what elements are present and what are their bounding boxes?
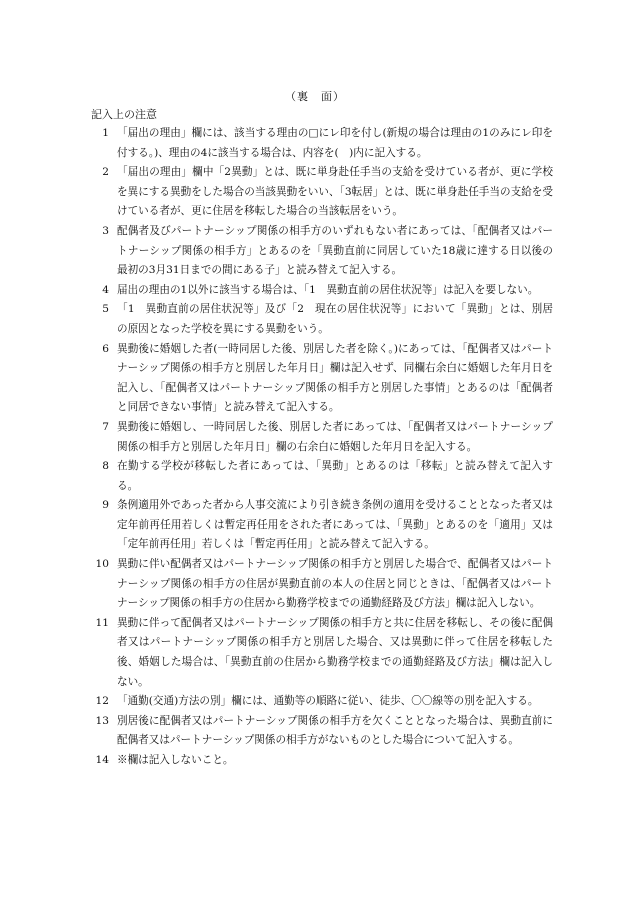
note-text: 異動に伴って配偶者又はパートナーシップ関係の相手方と共に住居を移転し、その後に配偶者又はパートナーシップ関係の相手方と別居した場合、又は異動に伴って住居を移転した後、婚姻した場合は、「異動直前の住居から勤務学校までの通勤経路及び方法」欄は記入しない。: [117, 616, 553, 688]
notes-list: [91, 124, 553, 771]
note-item: [91, 457, 553, 496]
note-text: 届出の理由の1以外に該当する場合は、「1 異動直前の居住状況等」は記入を要しない。: [117, 283, 539, 296]
note-text: 配偶者及びパートナーシップ関係の相手方のいずれもない者にあっては、「配偶者又はパートナーシップ関係の相手方」とあるのを「異動直前に同居していた18歳に達する日以後の最初の3月31日までの間にある子」と読み替えて記入する。: [117, 224, 553, 277]
note-number: 2: [102, 166, 109, 179]
note-item: [91, 300, 553, 339]
note-number: 14: [95, 754, 109, 766]
page-side-title: （裏 面）: [285, 90, 345, 103]
note-number: 1: [102, 127, 109, 139]
note-number: 12: [95, 695, 109, 708]
note-item: [91, 751, 553, 771]
note-text: 「届出の理由」欄中「2異動」とは、既に単身赴任手当の支給を受けている者が、更に学校を異にする異動をした場合の当該異動をいい、「3転居」とは、既に単身赴任手当の支給を受けている者が、更に住居を移転した場合の当該転居をいう。: [117, 166, 553, 218]
note-number: 7: [102, 420, 109, 433]
note-text: 異動後に婚姻した者(一時同居した後、別居した者を除く。)にあっては、「配偶者又はパートナーシップ関係の相手方と別居した年月日」欄は記入せず、同欄右余白に婚姻した年月日を記入し、「配偶者又はパートナーシップ関係の相手方と別居した事情」とあるのは「配偶者と同居できない事情」と読み替えて記入する。: [117, 342, 553, 414]
section-heading: 記入上の注意: [91, 108, 157, 121]
note-text: ※欄は記入しないこと。: [117, 754, 234, 766]
note-number: 13: [95, 714, 109, 727]
note-item: [91, 692, 553, 712]
note-item: [91, 222, 553, 281]
note-text: 在勤する学校が移転した者にあっては、「異動」とあるのは「移転」と読み替えて記入する。: [117, 460, 553, 492]
note-item: [91, 614, 553, 692]
note-item: [91, 163, 553, 222]
note-text: 異動に伴い配偶者又はパートナーシップ関係の相手方と別居した場合で、配偶者又はパートナーシップ関係の相手方の住居が異動直前の本人の住居と同じときは、「配偶者又はパートナーシップ関係の相手方の住居から勤務学校までの通勤経路及び方法」欄は記入しない。: [117, 558, 553, 610]
note-number: 4: [102, 283, 109, 296]
note-item: [91, 496, 553, 555]
note-number: 5: [102, 303, 109, 316]
note-number: 11: [95, 616, 109, 629]
note-number: 8: [102, 460, 109, 473]
note-item: [91, 340, 553, 418]
note-item: [91, 712, 553, 751]
note-number: 9: [102, 499, 109, 512]
note-item: [91, 124, 553, 163]
note-number: 6: [102, 342, 109, 355]
note-text: 条例適用外であった者から人事交流により引き続き条例の適用を受けることとなった者又は定年前再任用若しくは暫定再任用をされた者にあっては、「異動」とあるのを「適用」又は「定年前再任用」若しくは「暫定再任用」と読み替えて記入する。: [117, 499, 553, 551]
note-text: 「届出の理由」欄には、該当する理由の□にレ印を付し(新規の場合は理由の1のみにレ印を付する。)、理由の4に該当する場合は、内容を( )内に記入する。: [117, 127, 553, 159]
note-text: 「1 異動直前の居住状況等」及び「2 現在の居住状況等」において「異動」とは、別居の原因となった学校を異にする異動をいう。: [117, 303, 553, 335]
note-item: [91, 418, 553, 457]
note-text: 異動後に婚姻し、一時同居した後、別居した者にあっては、「配偶者又はパートナーシップ関係の相手方と別居した年月日」欄の右余白に婚姻した年月日を記入する。: [117, 420, 553, 453]
note-number: 10: [95, 558, 109, 571]
note-item: [91, 281, 553, 301]
note-number: 3: [102, 224, 109, 237]
note-item: [91, 555, 553, 614]
note-text: 別居後に配偶者又はパートナーシップ関係の相手方を欠くこととなった場合は、異動直前に配偶者又はパートナーシップ関係の相手方がないものとした場合について記入する。: [117, 714, 553, 747]
note-text: 「通勤(交通)方法の別」欄には、通勤等の順路に従い、徒歩、〇〇線等の別を記入する。: [117, 695, 539, 708]
